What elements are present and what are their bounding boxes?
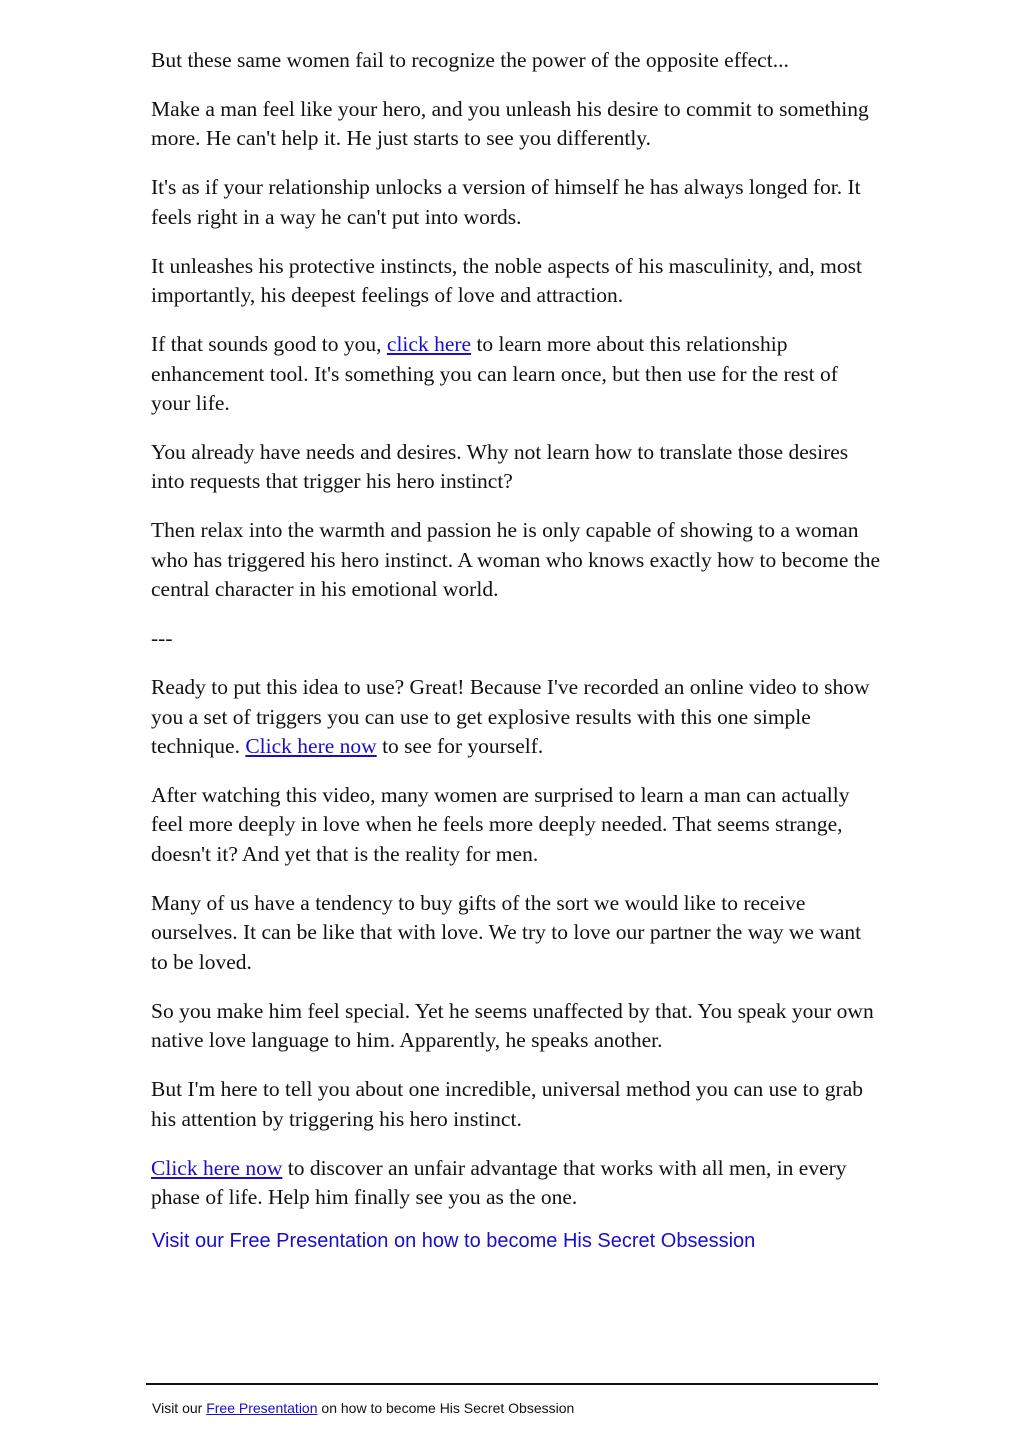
free-presentation-cta-link[interactable]: Visit our Free Presentation on how to become His Secret Obsession bbox=[152, 1230, 756, 1252]
paragraph-5-text-before: If that sounds good to you, bbox=[151, 332, 387, 357]
click-here-now-link-1[interactable]: Click here now bbox=[245, 734, 377, 759]
paragraph-8-text-after: to see for yourself. bbox=[376, 734, 544, 759]
paragraph-4: It unleashes his protective instincts, the noble aspects of his masculinity, and, most importantly, his deepest feelings of love and attraction. bbox=[151, 253, 862, 308]
paragraph-2: Make a man feel like your hero, and you unleash his desire to commit to something more. He can't help it. He just starts to see you differently. bbox=[151, 97, 869, 151]
footer-divider bbox=[146, 1383, 878, 1385]
paragraph-5 bbox=[151, 330, 881, 418]
paragraph-8 bbox=[151, 673, 881, 761]
footer bbox=[152, 1399, 574, 1417]
paragraph-10: Many of us have a tendency to buy gifts of the sort we would like to receive ourselves. It can be like that with love. We try to love our partner the way we want to be loved. bbox=[151, 890, 862, 974]
paragraph-9: After watching this video, many women are surprised to learn a man can actually feel more deeply in love when he feels more deeply needed. That seems strange, doesn't it? And yet that is the reality for men. bbox=[151, 783, 850, 866]
paragraph-3: It's as if your relationship unlocks a version of himself he has always longed for. It feels right in a way he can't put into words. bbox=[151, 175, 861, 229]
paragraph-1: But these same women fail to recognize the power of the opposite effect... bbox=[151, 48, 789, 72]
click-here-link[interactable]: click here bbox=[386, 332, 472, 357]
click-here-now-link-2[interactable]: Click here now bbox=[151, 1155, 283, 1180]
paragraph-13-text-after: to discover an unfair advantage that works with all men, in every phase of life. Help him finally see you as the one. bbox=[151, 1155, 847, 1209]
paragraph-12: But I'm here to tell you about one incredible, universal method you can use to grab his attention by triggering his hero instinct. bbox=[151, 1077, 863, 1131]
paragraph-7: Then relax into the warmth and passion he is only capable of showing to a woman who has triggered his hero instinct. A woman who knows exactly how to become the central character in his emotional world. bbox=[151, 518, 881, 602]
paragraph-5-text-after: to learn more about this relationship enhancement tool. It's something you can learn once, but then use for the rest of your life. bbox=[151, 332, 838, 416]
paragraph-6: You already have needs and desires. Why not learn how to translate those desires into requests that trigger his hero instinct? bbox=[151, 440, 849, 494]
paragraph-8-text-before: Ready to put this idea to use? Great! Because I've recorded an online video to show you a set of triggers you can use to get explosive results with this one simple technique. bbox=[151, 675, 870, 759]
paragraph-13 bbox=[151, 1154, 881, 1213]
paragraph-11: So you make him feel special. Yet he seems unaffected by that. You speak your own native love language to him. Apparently, he speaks another. bbox=[151, 998, 874, 1053]
footer-text-before: Visit our bbox=[152, 1400, 207, 1416]
separator: --- bbox=[151, 626, 173, 651]
footer-free-presentation-link[interactable]: Free Presentation bbox=[206, 1400, 318, 1416]
article-body bbox=[151, 46, 881, 1232]
footer-text-after: on how to become His Secret Obsession bbox=[317, 1400, 575, 1416]
